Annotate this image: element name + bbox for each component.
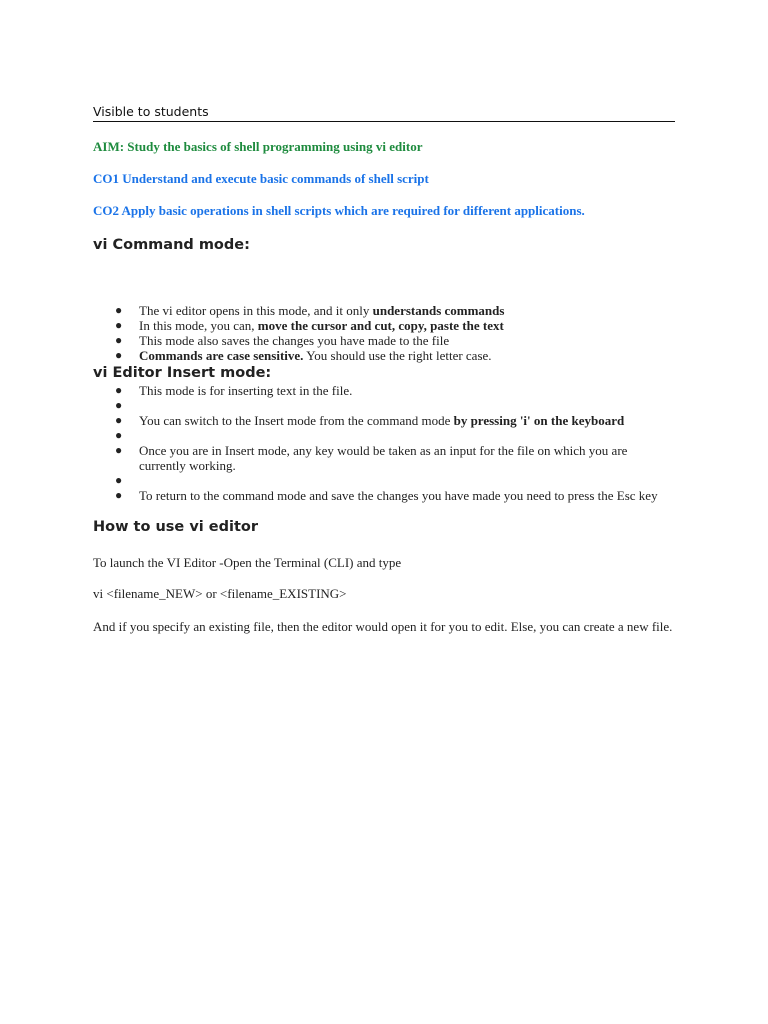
list-item: ● This mode is for inserting text in the file. — [115, 383, 353, 398]
list-item: ● In this mode, you can, move the cursor and cut, copy, paste the text — [115, 318, 504, 333]
list-item: ● The vi editor opens in this mode, and it only understands commands — [115, 303, 505, 318]
bullet-icon: ● — [115, 413, 123, 427]
co1-line: CO1 Understand and execute basic commands of shell script — [93, 171, 429, 186]
bullet-icon: ● — [115, 303, 123, 317]
bullet-icon: ● — [115, 333, 123, 347]
bullet-icon: ● — [115, 443, 123, 457]
bullet-icon: ● — [115, 318, 123, 332]
list-item: ● Commands are case sensitive. You should use the right letter case. — [115, 348, 492, 363]
bullet-icon: ● — [115, 473, 123, 487]
document-page — [93, 0, 675, 1024]
bullet-icon: ● — [115, 348, 123, 362]
bullet-icon: ● — [115, 383, 123, 397]
list-item: ● Once you are in Insert mode, any key would be taken as an input for the file on which you are currently working. — [115, 443, 628, 473]
list-item — [93, 428, 675, 443]
bullet-icon: ● — [115, 428, 123, 442]
command-mode-heading: vi Command mode: — [93, 237, 250, 253]
list-item: ● You can switch to the Insert mode from the command mode by pressing 'i' on the keyboard — [115, 413, 625, 428]
insert-mode-heading: vi Editor Insert mode: — [93, 365, 272, 381]
visibility-label: Visible to students — [93, 104, 675, 122]
list-item — [93, 398, 675, 413]
command-syntax-paragraph: vi <filename_NEW> or <filename_EXISTING> — [93, 586, 347, 601]
list-item — [93, 473, 675, 488]
aim-line: AIM: Study the basics of shell programming using vi editor — [93, 139, 423, 154]
list-item: ● This mode also saves the changes you have made to the file — [115, 333, 450, 348]
co2-line: CO2 Apply basic operations in shell scripts which are required for different applications. — [93, 203, 585, 218]
bullet-icon: ● — [115, 398, 123, 412]
existing-file-paragraph: And if you specify an existing file, then the editor would open it for you to edit. Else, you can create a new file. — [93, 619, 673, 634]
list-item: ● To return to the command mode and save the changes you have made you need to press the Esc key — [115, 488, 658, 503]
insert-mode-list — [93, 383, 675, 503]
how-to-heading: How to use vi editor — [93, 519, 259, 535]
command-mode-list — [93, 303, 675, 363]
bullet-icon: ● — [115, 488, 123, 502]
launch-paragraph: To launch the VI Editor -Open the Terminal (CLI) and type — [93, 555, 402, 570]
